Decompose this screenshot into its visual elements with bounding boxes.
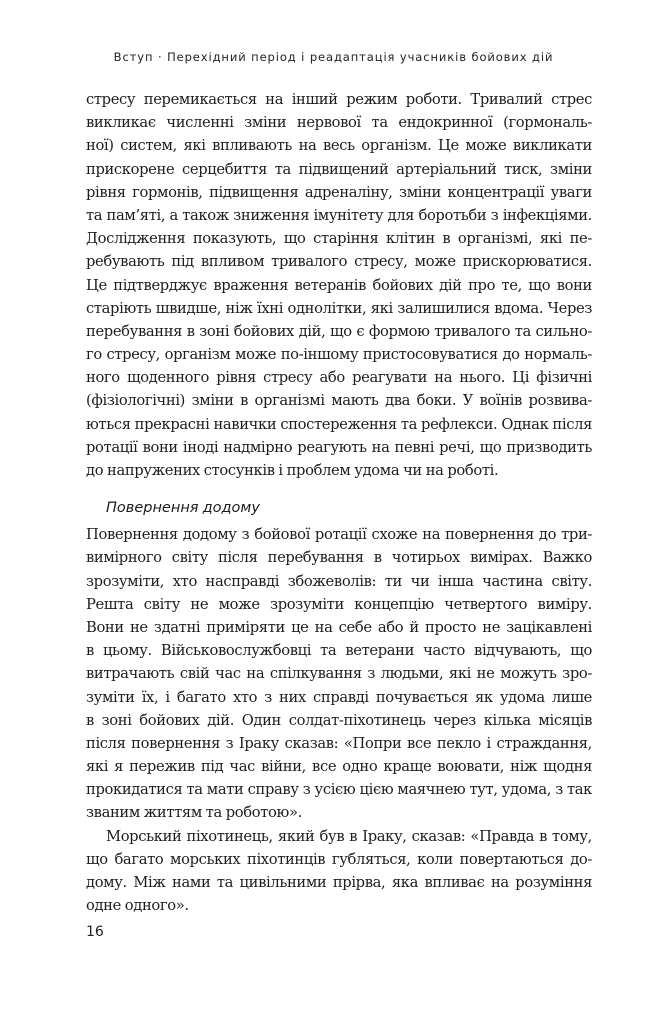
body-text	[86, 88, 592, 917]
running-head: Вступ · Перехідний період і реадаптація учасників бойових дій	[113, 50, 554, 64]
paragraph	[86, 825, 592, 918]
paragraph	[86, 523, 592, 824]
text-line: Морський піхотинець, який був в Іраку, сказав: «Правда в тому,	[106, 827, 592, 845]
text-line: ного щоденного рівня стресу або реагувати на нього. Ці фізичні	[86, 369, 592, 387]
text-line: в зоні бойових дій. Один солдат-піхотинець через кілька місяців	[86, 711, 592, 729]
text-line: викликає численні зміни нервової та ендокринної (гормональ-	[86, 114, 592, 132]
text-line: що багато морських піхотинців губляться, коли повертаються до-	[86, 850, 592, 868]
text-line: Вони не здатні приміряти це на себе або й просто не зацікавлені	[86, 618, 592, 636]
page-number: 16	[86, 924, 104, 940]
text-line: в цьому. Військовослужбовці та ветерани часто відчувають, що	[86, 642, 592, 660]
text-line: старіють швидше, ніж їхні однолітки, які залишилися вдома. Через	[86, 299, 592, 317]
text-line: ються прекрасні навички спостереження та рефлекси. Однак після	[86, 415, 592, 433]
text-line: ребувають під впливом тривалого стресу, може прискорюватися.	[86, 253, 592, 271]
text-line: Дослідження показують, що старіння клітин в організмі, які пе-	[86, 230, 592, 248]
text-line: го стресу, організм може по-іншому пристосовуватися до нормаль-	[86, 346, 592, 364]
text-line: зуміти їх, і багато хто з них справді почувається як удома лише	[86, 688, 592, 706]
text-line: витрачають свій час на спілкування з людьми, які не можуть зро-	[86, 665, 592, 683]
text-line: стресу перемикається на інший режим роботи. Тривалий стрес	[86, 91, 592, 108]
text-line: та пам’яті, а також зниження імунітету для боротьби з інфекціями.	[86, 206, 592, 224]
text-line: після повернення з Іраку сказав: «Попри все пекло і страждання,	[86, 734, 592, 752]
text-line: одне одного».	[86, 897, 189, 915]
text-line: дому. Між нами та цивільними прірва, яка впливає на розуміння	[86, 874, 592, 891]
paragraph	[86, 88, 592, 482]
text-line: ної) систем, які впливають на весь організм. Це може викликати	[86, 137, 592, 155]
text-line: які я пережив під час війни, все одно краще воювати, ніж щодня	[86, 758, 592, 776]
text-line: прискорене серцебиття та підвищений артеріальний тиск, зміни	[86, 160, 592, 178]
text-line: прокидатися та мати справу з усією цією маячнею тут, удома, з так	[86, 781, 592, 799]
text-line: зрозуміти, хто насправді збожеволів: ти чи інша частина світу.	[86, 572, 592, 590]
text-line: рівня гормонів, підвищення адреналіну, зміни концентрації уваги	[86, 183, 592, 201]
text-line: званим життям та роботою».	[86, 804, 302, 822]
text-line: вимірного світу після перебування в чотирьох вимірах. Важко	[86, 549, 592, 567]
text-line: перебування в зоні бойових дій, що є формою тривалого та сильно-	[86, 322, 592, 340]
text-line: Повернення додому з бойової ротації схоже на повернення до три-	[86, 526, 592, 544]
text-line: Решта світу не може зрозуміти концепцію четвертого виміру.	[86, 595, 592, 613]
section-heading: Повернення додому	[106, 500, 260, 517]
text-line: (фізіологічні) зміни в організмі мають два боки. У воїнів розвива-	[86, 392, 592, 410]
text-line: до напружених стосунків і проблем удома чи на роботі.	[86, 462, 499, 479]
text-line: Це підтверджує враження ветеранів бойових дій про те, що вони	[86, 276, 592, 294]
text-line: ротації вони іноді надмірно реагують на певні речі, що призводить	[86, 438, 592, 456]
